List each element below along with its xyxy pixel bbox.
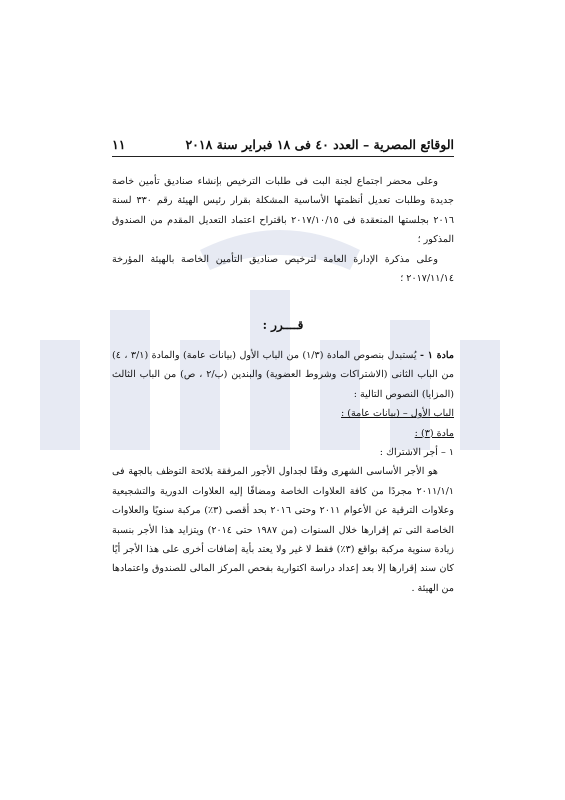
header-rule: [112, 156, 454, 157]
closing-paragraph: هو الأجر الأساسى الشهرى وفقًا لجداول الأجور المرفقة بلائحة التوظف بالجهة فى ٢٠١١/١/١ مجردًا من كافة العلاوات الخاصة ومضافًا إليه العلاوات الدورية والتشجيعية وعلاوات الترقية عن الأعوام ٢٠١١ وحتى ٢٠١٦ بحد أقصى (٣٪) مركبة سنويًا والعلاوات الخاصة التى تم إقرارها خلال السنوات (من ١٩٨٧ حتى ٢٠١٤) ويتزايد هذا الأجر بنسبة زيادة سنوية مركبة بواقع (٣٪) فقط لا غير ولا يعتد بأية إضافات أخرى على هذا الأجر أيًا كان سند إقرارها إلا بعد إعداد دراسة اكتوارية بفحص المركز المالى للصندوق واعتمادها من الهيئة .: [112, 466, 454, 594]
chapter-heading: الباب الأول – (بيانات عامة) :: [341, 408, 454, 420]
preamble: [112, 172, 454, 288]
decree-body: [112, 346, 454, 598]
page-number: ١١: [112, 136, 126, 152]
article-3-heading: مادة (٣) :: [414, 427, 454, 439]
preamble-paragraph-1: وعلى محضر اجتماع لجنة البت فى طلبات الترخيص بإنشاء صناديق تأمين خاصة جديدة وطلبات تعديل أنظمتها الأساسية المشكلة بقرار رئيس الهيئة رقم ٣٣٠ لسنة ٢٠١٦ بجلستها المنعقدة فى ٢٠١٧/١٠/١٥ باقتراح اعتماد التعديل المقدم من الصندوق المذكور ؛: [112, 176, 454, 246]
header-title: الوقائع المصرية – العدد ٤٠ فى ١٨ فبراير سنة ٢٠١٨: [185, 136, 454, 152]
decree-title: قــــرر :: [262, 318, 304, 332]
article-1-label: مادة ١ -: [420, 350, 454, 361]
item-1-heading: ١ – أجر الاشتراك :: [379, 447, 454, 459]
page-header: [112, 134, 454, 154]
article-1-text: يُستبدل بنصوص المادة (١/٣) من الباب الأول (بيانات عامة) والمادة (٣/١ ، ٤) من الباب الثانى (الاشتراكات وشروط العضوية) والبندين (ب/٢ ، ص) من الباب الثالث (المزايا) النصوص التالية :: [112, 350, 454, 400]
article-1: [112, 346, 454, 404]
preamble-paragraph-2: وعلى مذكرة الإدارة العامة لترخيص صناديق التأمين الخاصة بالهيئة المؤرخة ٢٠١٧/١١/١٤ ؛: [112, 253, 454, 285]
